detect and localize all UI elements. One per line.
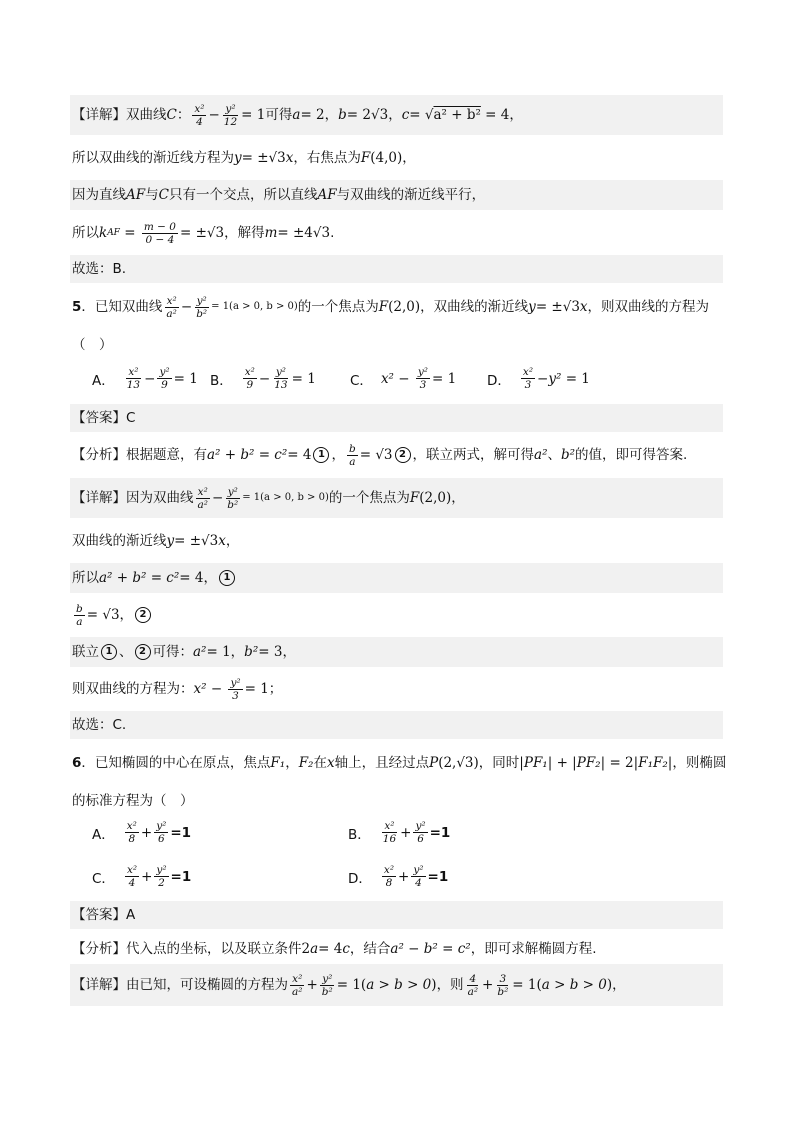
text-line: 所以 k AF = $\frac{m - 0}{0 - 4}$ = ±√3 ，解得 m = ±4√3 .: [72, 220, 335, 246]
q5-option-a[interactable]: A． $\frac{\text{x²}}{13}$ − $\frac{\text{y²}}{9}$ = 1: [92, 366, 198, 391]
question-6-stem-2: 的标准方程为（ ）: [72, 793, 194, 809]
q6-option-d[interactable]: D． $\frac{\text{x²}}{8}$ + $\frac{\text{y²}}{4}$ =1: [348, 864, 449, 889]
question-5-blank: （ ）: [72, 337, 113, 353]
q5-choice: 故选：C.: [70, 711, 723, 739]
q5-answer: 【答案】C: [70, 404, 723, 432]
text-line: 【详解】双曲线 C ： $\frac{\text{x²}}{4}$ − $\frac{\text{y²}}{12}$ = 1 可得 a = 2 ， b = 2√3 ， c = √a² + b² = 4 ，: [72, 102, 523, 128]
q6-option-c[interactable]: C． $\frac{\text{x²}}{4}$ + $\frac{\text{y²}}{2}$ =1: [92, 864, 192, 889]
text-line: 所以 a² + b² = c² = 4 ， 1: [70, 563, 723, 593]
question-6-stem: 6 ．已知椭圆的中心在原点，焦点 F₁ ， F₂ 在 x 轴上，且经过点 P (2,√3) ，同时 | PF₁ | + | PF₂ | = 2| F₁F₂ | ，则椭圆: [72, 755, 727, 771]
q6-answer: 【答案】A: [70, 901, 723, 929]
text-line: 所以双曲线的渐近线方程为 y = ±√3 x ，右焦点为 F (4,0) ，: [72, 150, 416, 166]
text-line: 双曲线的渐近线 y = ±√3 x ，: [72, 533, 240, 549]
q6-option-b[interactable]: B． $\frac{\text{x²}}{16}$ + $\frac{\text{y²}}{6}$ =1: [348, 820, 451, 845]
q5-detail: 【详解】因为双曲线 $\frac{\text{x²}}{\text{a²}}$ − $\frac{\text{y²}}{\text{b²}}$ = 1(a > 0, b > 0) 的一个焦点为 F (2,0) ，: [70, 478, 723, 518]
q5-analysis: 【分析】根据题意，有 a² + b² = c² = 4 1 ， $\frac{b}{a}$ = √3 2 ，联立两式，解可得 a² 、 b² 的值，即可得答案.: [72, 442, 688, 468]
q5-option-b[interactable]: B． $\frac{\text{x²}}{9}$ − $\frac{\text{y²}}{13}$ = 1: [210, 366, 316, 391]
text-line: 联立 1 、 2 可得： a² = 1 ， b² = 3 ，: [70, 637, 723, 667]
question-5-stem: 5 ．已知双曲线 $\frac{\text{x²}}{\text{a²}}$ − $\frac{\text{y²}}{\text{b²}}$ = 1(a > 0, b > 0) 的一个焦点为 F (2,0) ，双曲线的渐近线 y = ±√3 x ，则双曲线的方程为: [72, 294, 710, 320]
text-line: 因为直线 AF 与 C 只有一个交点，所以直线 AF 与双曲线的渐近线平行，: [70, 180, 723, 210]
solution-detail-q4: [70, 95, 723, 135]
q5-option-d[interactable]: D． $\frac{\text{x²}}{3}$ − y² = 1: [487, 366, 590, 391]
q5-option-c[interactable]: C． x² − $\frac{\text{y²}}{3}$ = 1: [350, 366, 457, 391]
q6-option-a[interactable]: A． $\frac{\text{x²}}{8}$ + $\frac{\text{y²}}{6}$ =1: [92, 820, 192, 845]
q6-detail: 【详解】由已知，可设椭圆的方程为 $\frac{\text{x²}}{\text{a²}}$ + $\frac{\text{y²}}{\text{b²}}$ = 1( a > b > 0 ) ，则 $\frac{4}{\text{a²}}$ + $\frac{3}{\text{b²}}$ = 1( a > b > 0 ) ，: [70, 964, 723, 1006]
answer-choice-q4: 故选：B.: [70, 255, 723, 283]
text-line: $\frac{b}{a}$ = √3 ， 2: [70, 596, 723, 634]
q6-analysis: 【分析】代入点的坐标，以及联立条件 2 a = 4 c ，结合 a² − b² = c² ，即可求解椭圆方程.: [72, 941, 597, 957]
text-line: 则双曲线的方程为： x² − $\frac{\text{y²}}{3}$ = 1 ；: [72, 676, 283, 702]
